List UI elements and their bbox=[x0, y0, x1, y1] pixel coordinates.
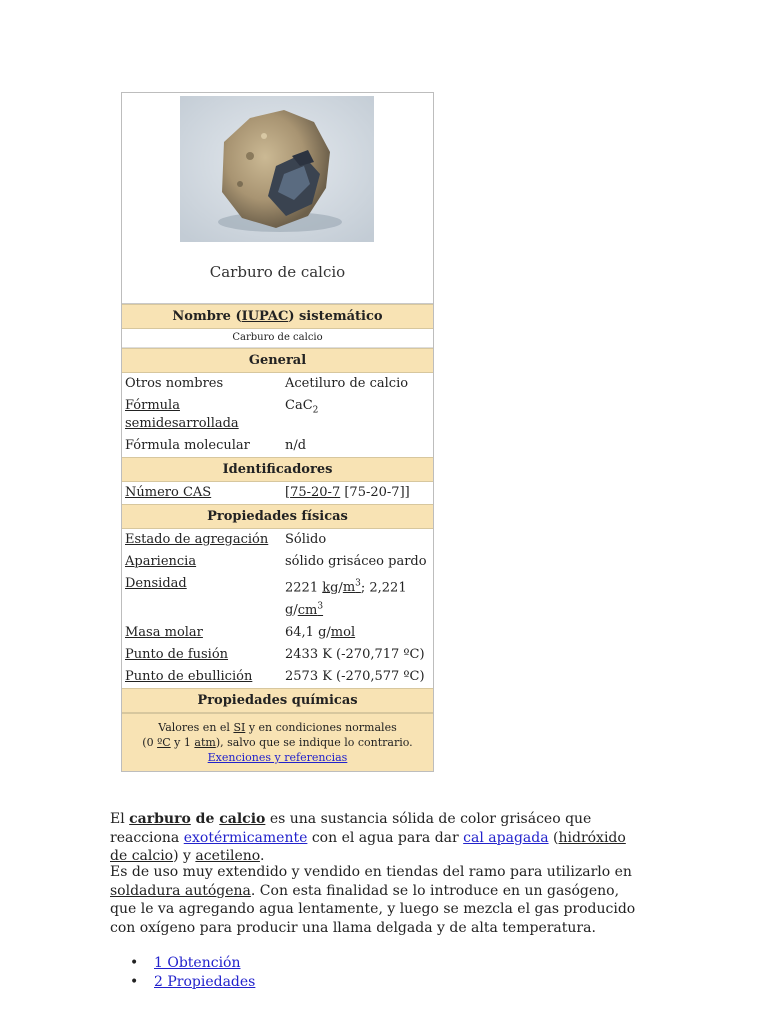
formula-semi-base: CaC bbox=[285, 398, 313, 413]
p1-mid2: con el agua para dar bbox=[307, 829, 464, 846]
systematic-name-value: Carburo de calcio bbox=[122, 329, 433, 348]
atm-link[interactable]: atm bbox=[194, 735, 216, 749]
ebullicion-value: 2573 K (-270,577 ºC) bbox=[285, 668, 425, 684]
cas-label-link[interactable]: Número CAS bbox=[125, 485, 212, 500]
celsius-link[interactable]: ºC bbox=[157, 735, 171, 749]
infobox-footer bbox=[122, 713, 433, 771]
si-link[interactable]: SI bbox=[233, 720, 246, 734]
densidad-link[interactable]: Densidad bbox=[125, 576, 187, 591]
row-formula-semi bbox=[122, 395, 433, 435]
estado-link[interactable]: Estado de agregación bbox=[125, 532, 269, 547]
estado-value: Sólido bbox=[285, 532, 327, 547]
row-densidad bbox=[122, 573, 433, 622]
row-apariencia bbox=[122, 551, 433, 573]
footer-l2-mid: y 1 bbox=[170, 735, 195, 749]
toc-item bbox=[130, 973, 255, 992]
otros-nombres-value: Acetiluro de calcio bbox=[285, 376, 409, 391]
hidroxido-link[interactable]: hidróxido de calcio bbox=[110, 829, 626, 864]
cal-apagada-link[interactable]: cal apagada bbox=[463, 829, 549, 846]
footer-l2-post: ), salvo que se indique lo contrario. bbox=[215, 735, 413, 749]
identificadores-header: Identificadores bbox=[122, 457, 433, 482]
image-caption: Carburo de calcio bbox=[209, 263, 346, 281]
p1-b2: de bbox=[190, 811, 220, 827]
acetileno-link[interactable]: acetileno bbox=[195, 848, 260, 864]
p1-mid: es una sustancia sólida de color grisáceo que reacciona bbox=[110, 811, 592, 846]
fisicas-header: Propiedades físicas bbox=[122, 504, 433, 529]
cas-value bbox=[282, 484, 433, 502]
formula-semi-value bbox=[282, 397, 433, 433]
kg-link[interactable]: kg bbox=[322, 580, 339, 596]
fusion-value: 2433 K (-270,717 ºC) bbox=[285, 646, 425, 662]
cas-link-text[interactable]: 75-20-7 bbox=[290, 485, 341, 500]
masa-link[interactable]: Masa molar bbox=[125, 624, 203, 640]
m3-exp[interactable]: 3 bbox=[355, 579, 361, 589]
systematic-header-post: ) sistemático bbox=[288, 309, 383, 324]
masa-num: 64,1 bbox=[285, 624, 319, 640]
footer-line2 bbox=[130, 735, 425, 750]
carburo-link[interactable]: carburo bbox=[129, 811, 191, 827]
p2-post: . Con esta finalidad se lo introduce en un gasógeno, que le va agregando agua lentamente, y luego se mezcla el gas producido con oxígeno para producir una llama delgada y de alta temperatura. bbox=[110, 882, 636, 936]
footer-line1 bbox=[130, 720, 425, 735]
image-cell bbox=[122, 93, 433, 304]
fusion-link[interactable]: Punto de fusión bbox=[125, 646, 229, 662]
mol-link[interactable]: mol bbox=[330, 624, 356, 640]
paragraph-1 bbox=[110, 810, 640, 866]
toc-item bbox=[130, 954, 255, 973]
general-header: General bbox=[122, 348, 433, 373]
systematic-header-pre: Nombre ( bbox=[172, 309, 242, 324]
exotermicamente-link[interactable]: exotérmicamente bbox=[183, 829, 308, 846]
exenciones-link[interactable]: Exenciones y referencias bbox=[207, 750, 348, 764]
formula-mol-label: Fórmula molecular bbox=[125, 438, 250, 453]
p1-mid3: ( bbox=[548, 829, 559, 846]
chem-infobox bbox=[121, 92, 434, 772]
cas-link[interactable]: [75-20-7 bbox=[285, 485, 341, 500]
footer-pre: Valores en el bbox=[158, 720, 234, 734]
footer-l2-pre: (0 bbox=[142, 735, 158, 749]
quimicas-header: Propiedades químicas bbox=[122, 688, 433, 713]
densidad-num1: 2221 bbox=[285, 580, 323, 596]
toc-propiedades-link[interactable]: 2 Propiedades bbox=[154, 974, 256, 990]
gram-link[interactable]: g bbox=[318, 624, 327, 640]
p1-end: . bbox=[259, 848, 265, 864]
row-formula-mol bbox=[122, 435, 433, 457]
densidad-value: 2221 $kg/m^3$; 2,221 $g/cm^3$ bbox=[285, 579, 407, 618]
p1-mid4: ) y bbox=[173, 848, 196, 864]
row-masa bbox=[122, 622, 433, 644]
masa-value: 64,1 g/mol bbox=[285, 624, 356, 640]
m3-link[interactable] bbox=[343, 580, 361, 595]
cm3-exp[interactable]: 3 bbox=[317, 601, 324, 612]
m-text[interactable]: m bbox=[342, 580, 356, 596]
systematic-name-header bbox=[122, 304, 433, 329]
p2-pre: Es de uso muy extendido y vendido en tiendas del ramo para utilizarlo en bbox=[110, 864, 632, 880]
row-fusion bbox=[122, 644, 433, 666]
densidad-num2: ; 2,221 bbox=[360, 580, 407, 596]
ebullicion-link[interactable]: Punto de ebullición bbox=[125, 668, 253, 684]
table-of-contents bbox=[130, 954, 255, 992]
cm3-link[interactable] bbox=[298, 603, 323, 618]
calcio-link[interactable]: calcio bbox=[219, 811, 266, 827]
paragraph-2 bbox=[110, 863, 640, 937]
apariencia-value: sólido grisáceo pardo bbox=[285, 554, 427, 569]
row-estado bbox=[122, 529, 433, 551]
row-cas bbox=[122, 482, 433, 504]
apariencia-link[interactable]: Apariencia bbox=[125, 554, 197, 569]
row-otros-nombres bbox=[122, 373, 433, 395]
g-link[interactable]: g bbox=[285, 602, 294, 618]
formula-mol-value: n/d bbox=[285, 438, 307, 453]
row-ebullicion bbox=[122, 666, 433, 688]
otros-nombres-label: Otros nombres bbox=[125, 376, 224, 391]
p1-pre: El bbox=[110, 811, 130, 827]
iupac-link[interactable]: IUPAC bbox=[241, 309, 289, 324]
formula-semi-link[interactable]: Fórmula semidesarrollada bbox=[125, 398, 239, 431]
cas-extra: [75-20-7]] bbox=[344, 485, 410, 500]
footer-mid: y en condiciones normales bbox=[245, 720, 397, 734]
formula-semi-sub: 2 bbox=[312, 405, 319, 416]
toc-obtencion-link[interactable]: 1 Obtención bbox=[154, 955, 241, 971]
calcium-carbide-photo[interactable] bbox=[180, 96, 374, 242]
soldadura-link[interactable]: soldadura autógena bbox=[110, 882, 251, 899]
cm-text[interactable]: cm bbox=[297, 602, 318, 618]
